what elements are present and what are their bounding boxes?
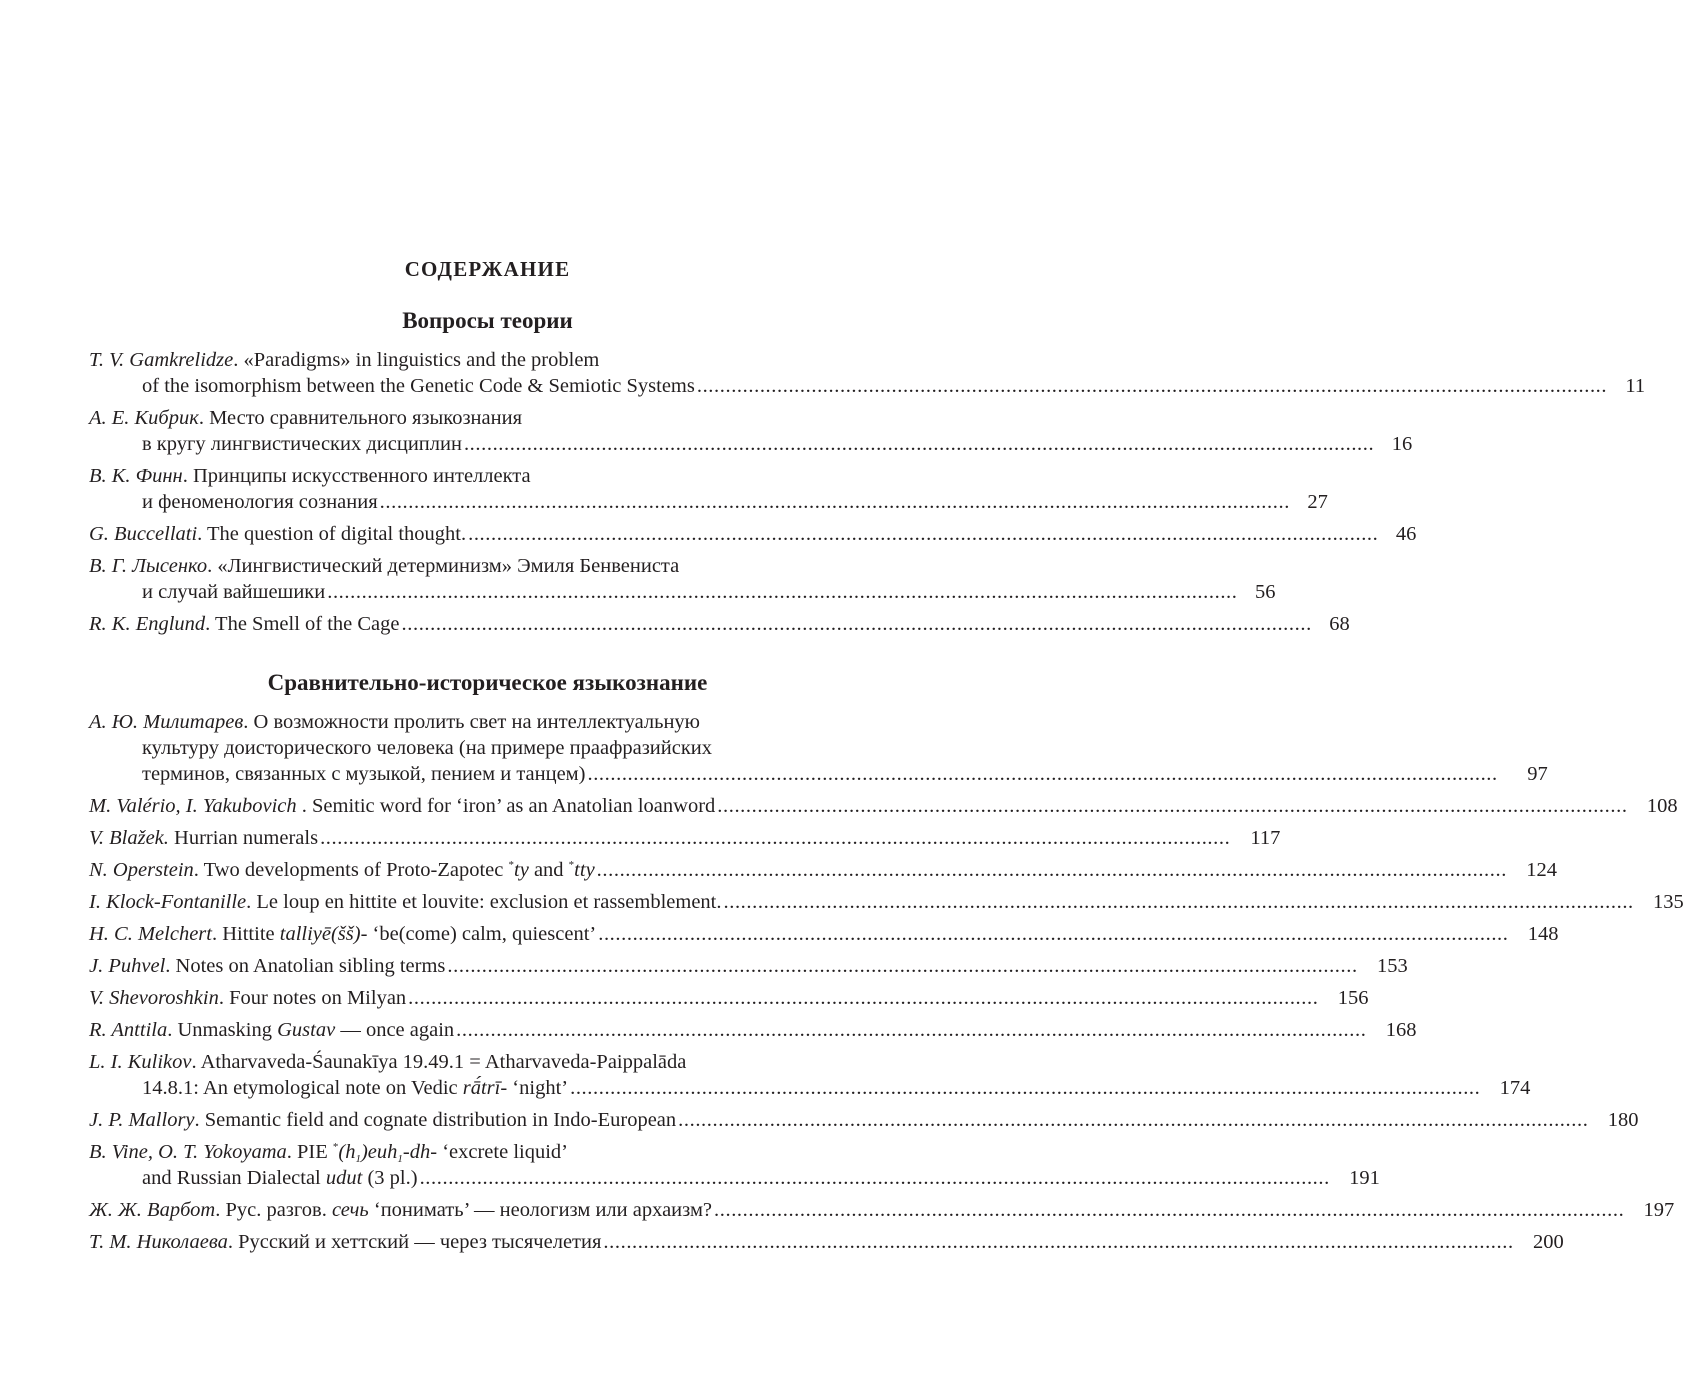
entry-term: tty <box>574 859 595 881</box>
toc-entry[interactable] <box>89 611 1350 637</box>
entry-title: . The Smell of the Cage <box>205 613 400 635</box>
entry-author: M. Valério, I. Yakubovich <box>89 795 297 817</box>
entry-title-rest: — once again <box>335 1019 455 1041</box>
entry-title: . Принципы искусственного интеллекта <box>182 465 531 487</box>
toc-entry[interactable] <box>89 463 1328 515</box>
entry-term: talliyē(šš) <box>279 923 361 945</box>
toc-entry[interactable] <box>89 347 1646 399</box>
entry-author: Т. М. Николаева <box>89 1231 228 1253</box>
entry-title: Hurrian numerals <box>168 827 319 849</box>
entry-page: 11 <box>1625 375 1646 397</box>
contents-heading: СОДЕРЖАНИЕ <box>404 257 571 281</box>
entry-term: ty <box>514 859 529 881</box>
leader-dots: ............................................................................................................................................................... <box>419 1167 1330 1189</box>
entry-author: H. C. Melchert <box>89 923 212 945</box>
leader-dots: ............................................................................................................................................................... <box>468 523 1379 545</box>
entry-page: 117 <box>1250 827 1281 849</box>
entry-title: . Le loup en hittite et louvite: exclusion et rassemblement. <box>246 891 722 913</box>
leader-dots: ............................................................................................................................................................... <box>327 581 1238 603</box>
entry-page: 108 <box>1646 795 1678 817</box>
leader-dots: ............................................................................................................................................................... <box>717 795 1628 817</box>
entry-term: Gustav <box>277 1019 336 1041</box>
entry-title: . Semitic word for ‘iron’ as an Anatolian loanword <box>296 795 716 817</box>
entry-term: )euh <box>360 1141 398 1163</box>
entry-page: 153 <box>1376 955 1408 977</box>
leader-dots: ............................................................................................................................................................... <box>570 1077 1481 1099</box>
reconstruction-asterisk: * <box>508 859 515 871</box>
toc-entry[interactable] <box>89 709 1548 787</box>
section-title-comparative: Сравнительно-историческое языкознание <box>267 670 708 695</box>
entry-author: R. Anttila <box>89 1019 168 1041</box>
entry-title: . Two developments of Proto-Zapotec <box>193 859 509 881</box>
reconstruction-asterisk: * <box>332 1141 339 1153</box>
entry-page: 124 <box>1526 859 1557 881</box>
leader-dots: ............................................................................................................................................................... <box>714 1199 1625 1221</box>
leader-dots: ............................................................................................................................................................... <box>678 1109 1589 1131</box>
laryngeal-index: 1 <box>397 1153 403 1165</box>
entry-term: -dh <box>402 1141 431 1163</box>
entry-author: I. Klock-Fontanille <box>89 891 247 913</box>
toc-entry[interactable] <box>89 889 1684 915</box>
entry-author: N. Operstein <box>89 859 194 881</box>
entry-author: L. I. Kulikov <box>89 1051 192 1073</box>
toc-entry[interactable] <box>89 1197 1675 1223</box>
entry-term: (h <box>338 1141 356 1163</box>
entry-author: А. Ю. Милитарев <box>89 711 244 733</box>
entry-term: rā́trī <box>462 1077 501 1099</box>
entry-title: . Atharvaveda-Śaunakīya 19.49.1 = Atharvaveda-Paippalāda <box>191 1051 687 1073</box>
toc-entry[interactable] <box>89 953 1408 979</box>
entry-title: . Four notes on Milyan <box>218 987 407 1009</box>
toc-entry[interactable] <box>89 793 1678 819</box>
toc-entry[interactable] <box>89 1049 1531 1101</box>
toc-entry[interactable] <box>89 1017 1417 1043</box>
entry-term: сечь <box>331 1199 369 1221</box>
entry-page: 97 <box>1527 763 1548 785</box>
leader-dots: ............................................................................................................................................................... <box>320 827 1231 849</box>
leader-dots: ............................................................................................................................................................... <box>598 923 1509 945</box>
entry-title: . «Лингвистический детерминизм» Эмиля Бенвениста <box>207 555 680 577</box>
toc-entry[interactable] <box>89 921 1559 947</box>
entry-title: . Notes on Anatolian sibling terms <box>165 955 446 977</box>
entry-author: J. Puhvel <box>89 955 166 977</box>
entry-title: . Место сравнительного языкознания <box>198 407 522 429</box>
entry-author: G. Buccellati <box>89 523 198 545</box>
entry-author: T. V. Gamkrelidze <box>89 349 234 371</box>
entry-page: 180 <box>1607 1109 1639 1131</box>
entry-page: 56 <box>1255 581 1276 603</box>
toc-entry[interactable] <box>89 985 1369 1011</box>
entry-author: R. K. Englund <box>89 613 206 635</box>
toc-entry[interactable] <box>89 553 1276 605</box>
entry-title-cont: в кругу лингвистических дисциплин <box>142 433 462 455</box>
entry-title-rest: - ‘be(come) calm, quiescent’ <box>360 923 597 945</box>
entry-page: 200 <box>1532 1231 1564 1253</box>
entry-author: Ж. Ж. Варбот <box>89 1199 216 1221</box>
entry-title: . «Paradigms» in linguistics and the problem <box>233 349 600 371</box>
entry-author: V. Blažek. <box>89 827 169 849</box>
toc-entry[interactable] <box>89 825 1281 851</box>
toc-entry[interactable] <box>89 1229 1564 1255</box>
entry-title: . Unmasking <box>167 1019 278 1041</box>
entry-author: А. Е. Кибрик <box>89 407 199 429</box>
entry-author: B. Vine, O. T. Yokoyama <box>89 1141 287 1163</box>
entry-title-cont: 14.8.1: An etymological note on Vedic <box>142 1077 463 1099</box>
leader-dots: ............................................................................................................................................................... <box>401 613 1312 635</box>
toc-entry[interactable] <box>89 857 1557 883</box>
entry-title-rest: (3 pl.) <box>362 1167 418 1189</box>
leader-dots: ............................................................................................................................................................... <box>463 433 1375 455</box>
entry-page: 148 <box>1527 923 1559 945</box>
entry-page: 46 <box>1395 523 1417 545</box>
toc-section-comparative <box>89 709 1684 1255</box>
entry-term: udut <box>325 1167 363 1189</box>
leader-dots: ............................................................................................................................................................... <box>723 891 1634 913</box>
entry-page: 27 <box>1307 491 1328 513</box>
entry-page: 156 <box>1337 987 1369 1009</box>
leader-dots: ............................................................................................................................................................... <box>456 1019 1367 1041</box>
entry-title-and: and <box>528 859 569 881</box>
toc-section-theory <box>89 347 1646 637</box>
entry-page: 168 <box>1385 1019 1417 1041</box>
entry-page: 68 <box>1329 613 1350 635</box>
entry-page: 191 <box>1349 1167 1380 1189</box>
entry-author: В. Г. Лысенко <box>89 555 208 577</box>
entry-page: 197 <box>1643 1199 1675 1221</box>
entry-title-cont: культуру доисторического человека (на примере праафразийских <box>142 737 713 759</box>
entry-title-rest: - ‘night’ <box>500 1077 569 1099</box>
entry-page: 135 <box>1653 891 1684 913</box>
entry-title-rest: ‘понимать’ — неологизм или архаизм? <box>368 1199 713 1221</box>
entry-title: . О возможности пролить свет на интеллектуальную <box>243 711 700 733</box>
leader-dots: ............................................................................................................................................................... <box>379 491 1290 513</box>
entry-title-cont: и случай вайшешики <box>142 581 326 603</box>
entry-title: . Рус. разгов. <box>215 1199 332 1221</box>
entry-title: . Русский и хеттский — через тысячелетия <box>227 1231 602 1253</box>
entry-title-rest: - ‘excrete liquid’ <box>430 1141 568 1163</box>
entry-title-cont: терминов, связанных с музыкой, пением и танцем) <box>142 763 586 785</box>
entry-author: В. К. Финн <box>89 465 183 487</box>
toc-entry[interactable] <box>89 521 1417 547</box>
entry-title: . Semantic field and cognate distribution in Indo-European <box>194 1109 677 1131</box>
entry-title: . The question of digital thought. <box>197 523 467 545</box>
laryngeal-index: 1 <box>355 1153 361 1165</box>
entry-title: . PIE <box>286 1141 333 1163</box>
leader-dots: ............................................................................................................................................................... <box>596 859 1507 881</box>
leader-dots: ............................................................................................................................................................... <box>447 955 1358 977</box>
entry-author: V. Shevoroshkin <box>89 987 219 1009</box>
leader-dots: ............................................................................................................................................................... <box>603 1231 1514 1253</box>
entry-title-cont: и феноменология сознания <box>142 491 378 513</box>
entry-page: 16 <box>1391 433 1413 455</box>
entry-page: 174 <box>1499 1077 1531 1099</box>
toc-entry[interactable] <box>89 1107 1639 1133</box>
leader-dots: ............................................................................................................................................................... <box>587 763 1498 785</box>
toc-entry[interactable] <box>89 1139 1380 1191</box>
entry-title: . Hittite <box>211 923 280 945</box>
entry-title-cont: and Russian Dialectal <box>142 1167 326 1189</box>
entry-title-cont: of the isomorphism between the Genetic Code & Semiotic Systems <box>142 375 695 397</box>
leader-dots: ............................................................................................................................................................... <box>696 375 1608 397</box>
reconstruction-asterisk: * <box>568 859 575 871</box>
toc-entry[interactable] <box>89 405 1413 457</box>
section-title-theory: Вопросы теории <box>402 308 573 333</box>
entry-author: J. P. Mallory <box>89 1109 195 1131</box>
leader-dots: ............................................................................................................................................................... <box>408 987 1319 1009</box>
